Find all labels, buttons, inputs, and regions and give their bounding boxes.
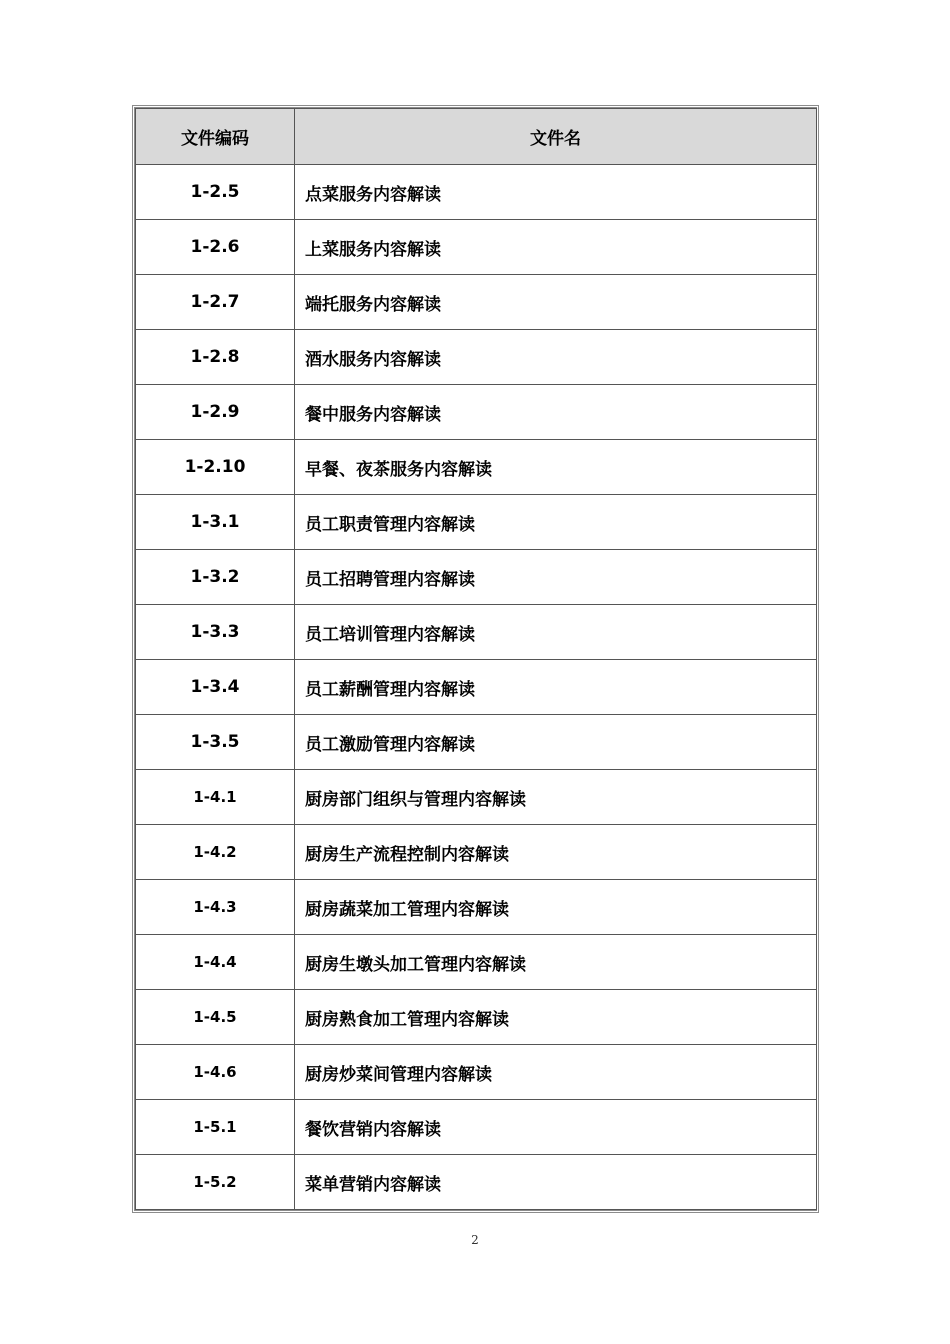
file-code-cell: 1-4.3 xyxy=(136,880,295,935)
table-row xyxy=(136,440,817,495)
file-name-cell: 厨房熟食加工管理内容解读 xyxy=(295,990,817,1045)
file-name-cell: 厨房蔬菜加工管理内容解读 xyxy=(295,880,817,935)
table-header-row xyxy=(136,109,817,165)
file-name-cell: 餐中服务内容解读 xyxy=(295,385,817,440)
file-name-cell: 厨房炒菜间管理内容解读 xyxy=(295,1045,817,1100)
file-name-cell: 餐饮营销内容解读 xyxy=(295,1100,817,1155)
table-row xyxy=(136,605,817,660)
table-row xyxy=(136,385,817,440)
file-code-cell: 1-5.2 xyxy=(136,1155,295,1210)
header-file-code: 文件编码 xyxy=(136,109,295,165)
file-name-cell: 菜单营销内容解读 xyxy=(295,1155,817,1210)
file-code-cell: 1-3.5 xyxy=(136,715,295,770)
file-name-cell: 员工职责管理内容解读 xyxy=(295,495,817,550)
table-body xyxy=(136,165,817,1210)
file-name-cell: 上菜服务内容解读 xyxy=(295,220,817,275)
table-row xyxy=(136,330,817,385)
file-name-cell: 员工薪酬管理内容解读 xyxy=(295,660,817,715)
file-code-cell: 1-2.6 xyxy=(136,220,295,275)
table-row xyxy=(136,660,817,715)
file-code-cell: 1-5.1 xyxy=(136,1100,295,1155)
file-name-cell: 员工招聘管理内容解读 xyxy=(295,550,817,605)
file-code-cell: 1-4.6 xyxy=(136,1045,295,1100)
table-row xyxy=(136,1100,817,1155)
file-name-cell: 厨房生产流程控制内容解读 xyxy=(295,825,817,880)
file-code-cell: 1-3.2 xyxy=(136,550,295,605)
file-name-cell: 员工激励管理内容解读 xyxy=(295,715,817,770)
file-code-cell: 1-2.8 xyxy=(136,330,295,385)
table-row xyxy=(136,550,817,605)
header-file-name: 文件名 xyxy=(295,109,817,165)
table-row xyxy=(136,880,817,935)
table-row xyxy=(136,1155,817,1210)
table-row xyxy=(136,165,817,220)
file-name-cell: 厨房部门组织与管理内容解读 xyxy=(295,770,817,825)
file-code-cell: 1-3.1 xyxy=(136,495,295,550)
file-code-cell: 1-2.9 xyxy=(136,385,295,440)
table-row xyxy=(136,220,817,275)
file-name-cell: 员工培训管理内容解读 xyxy=(295,605,817,660)
table-row xyxy=(136,495,817,550)
file-code-cell: 1-3.3 xyxy=(136,605,295,660)
file-name-cell: 点菜服务内容解读 xyxy=(295,165,817,220)
table-row xyxy=(136,825,817,880)
table-row xyxy=(136,990,817,1045)
file-name-cell: 早餐、夜茶服务内容解读 xyxy=(295,440,817,495)
file-name-cell: 厨房生墩头加工管理内容解读 xyxy=(295,935,817,990)
file-index-table xyxy=(135,108,817,1210)
table-row xyxy=(136,715,817,770)
file-code-cell: 1-4.2 xyxy=(136,825,295,880)
file-code-cell: 1-2.7 xyxy=(136,275,295,330)
file-code-cell: 1-2.5 xyxy=(136,165,295,220)
page-number: 2 xyxy=(471,1233,479,1247)
file-code-cell: 1-4.1 xyxy=(136,770,295,825)
file-code-cell: 1-4.5 xyxy=(136,990,295,1045)
table-row xyxy=(136,275,817,330)
table-row xyxy=(136,935,817,990)
file-code-cell: 1-4.4 xyxy=(136,935,295,990)
file-code-cell: 1-2.10 xyxy=(136,440,295,495)
table-row xyxy=(136,770,817,825)
table-row xyxy=(136,1045,817,1100)
file-name-cell: 酒水服务内容解读 xyxy=(295,330,817,385)
file-index-table-frame xyxy=(132,105,819,1213)
file-name-cell: 端托服务内容解读 xyxy=(295,275,817,330)
file-code-cell: 1-3.4 xyxy=(136,660,295,715)
